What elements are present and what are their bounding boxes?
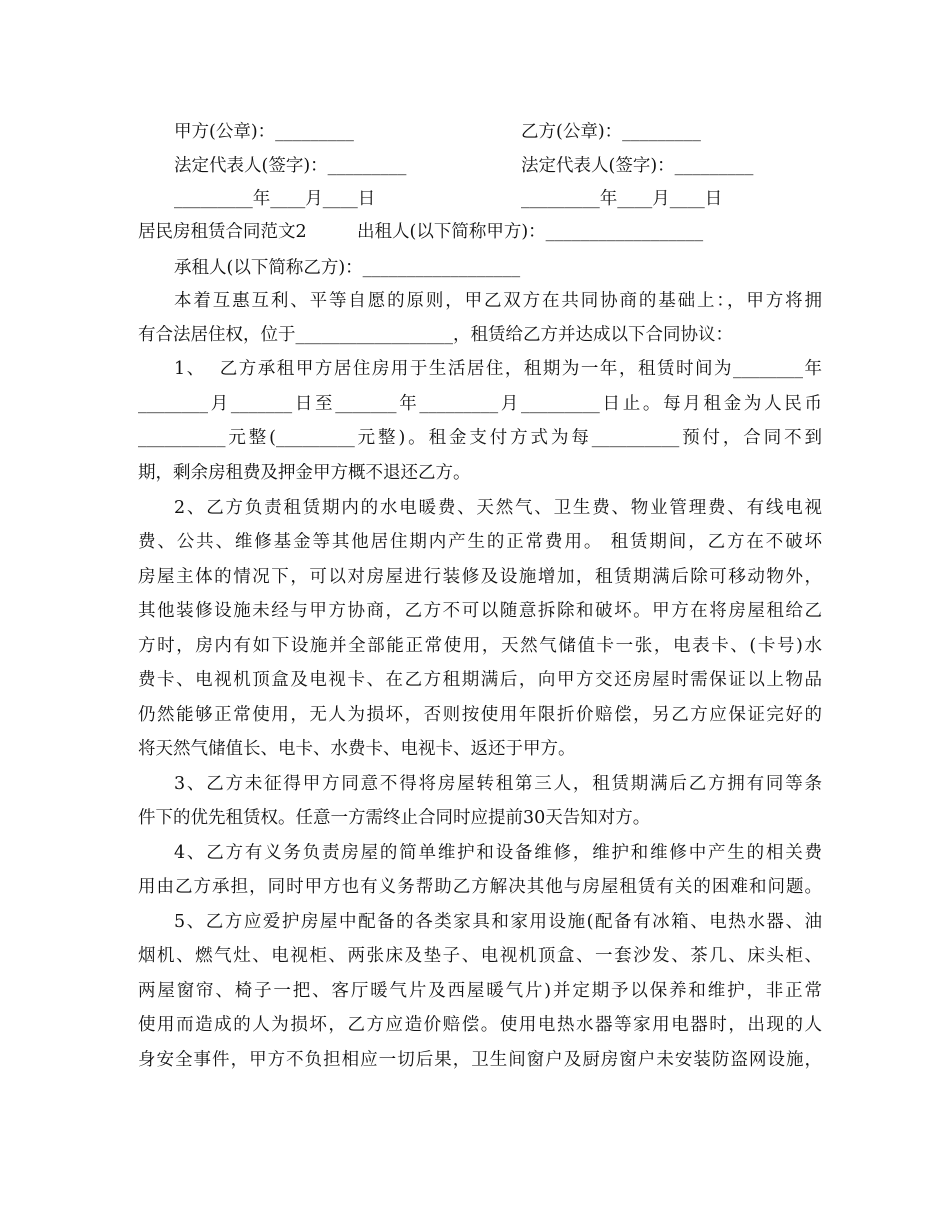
clause-1-line: 1、 乙方承租甲方居住房用于生活居住，租期为一年，租赁时间为________年	[174, 359, 822, 379]
party-b-date-line: _________年____月____日	[521, 189, 723, 209]
clause-4-line: 4、乙方有义务负责房屋的简单维护和设备维修，维护和维修中产生的相关费	[174, 843, 822, 863]
clause-5-line: 5、乙方应爱护房屋中配备的各类家具和家用设施(配备有冰箱、电热水器、油	[174, 912, 822, 932]
party-b-seal-line: 乙方(公章)：_________	[521, 122, 701, 142]
clause-2-line: 其他装修设施未经与甲方协商，乙方不可以随意拆除和破坏。甲方在将房屋租给乙	[138, 601, 822, 621]
clause-1-line: 期，剩余房租费及押金甲方概不退还乙方。	[138, 463, 471, 483]
clause-5-line: 两屋窗帘、椅子一把、客厅暖气片及西屋暖气片)并定期予以保养和维护，非正常	[138, 981, 822, 1001]
clause-5-line: 使用而造成的人为损坏，乙方应造价赔偿。使用电热水器等家用电器时，出现的人	[138, 1015, 822, 1035]
clause-2-line: 房屋主体的情况下，可以对房屋进行装修及设施增加，租赁期满后除可移动物外，	[138, 567, 822, 587]
clause-2-line: 将天然气储值长、电卡、水费卡、电视卡、返还于甲方。	[138, 739, 576, 759]
body-line: 本着互惠互利、平等自愿的原则，甲乙双方在共同协商的基础上：，甲方将拥	[174, 291, 822, 311]
clause-2-line: 2、乙方负责租赁期内的水电暖费、天然气、卫生费、物业管理费、有线电视	[174, 498, 822, 518]
clause-3-line: 件下的优先租赁权。任意一方需终止合同时应提前30天告知对方。	[138, 808, 651, 828]
party-a-rep-line: 法定代表人(签字)：_________	[174, 156, 407, 176]
lessee-line: 承租人(以下简称乙方)：__________________	[174, 258, 521, 278]
clause-5-line: 烟机、燃气灶、电视柜、两张床及垫子、电视机顶盒、一套沙发、茶几、床头柜、	[138, 946, 822, 966]
clause-2-line: 费、公共、维修基金等其他居住期内产生的正常费用。 租赁期间，乙方在不破坏	[138, 532, 822, 552]
clause-1-line: ________月_______日至_______年_________月_________日止。每月租金为人民币	[138, 394, 822, 414]
clause-4-line: 用由乙方承担，同时甲方也有义务帮助乙方解决其他与房屋租赁有关的困难和问题。	[138, 877, 822, 897]
party-b-rep-line: 法定代表人(签字)：_________	[521, 156, 754, 176]
clause-2-line: 仍然能够正常使用，无人为损坏，否则按使用年限折价赔偿，另乙方应保证完好的	[138, 705, 822, 725]
clause-2-line: 费卡、电视机顶盒及电视卡、在乙方租期满后，向甲方交还房屋时需保证以上物品	[138, 670, 822, 690]
clause-3-line: 3、乙方未征得甲方同意不得将房屋转租第三人，租赁期满后乙方拥有同等条	[174, 774, 822, 794]
party-a-seal-line: 甲方(公章)：_________	[174, 122, 354, 142]
sample-title: 居民房租赁合同范文2	[138, 222, 307, 242]
party-a-date-line: _________年____月____日	[174, 189, 376, 209]
lessor-line: 出租人(以下简称甲方)：__________________	[357, 222, 704, 242]
clause-5-line: 身安全事件，甲方不负担相应一切后果，卫生间窗户及厨房窗户未安装防盗网设施，	[138, 1050, 822, 1070]
clause-1-line: __________元整(_________元整)。租金支付方式为每__________预付，合同不到	[138, 428, 822, 448]
clause-2-line: 方时，房内有如下设施并全部能正常使用，天然气储值卡一张，电表卡、(卡号)水	[138, 636, 822, 656]
body-line: 有合法居住权，位于__________________，租赁给乙方并达成以下合同协议：	[138, 325, 733, 345]
